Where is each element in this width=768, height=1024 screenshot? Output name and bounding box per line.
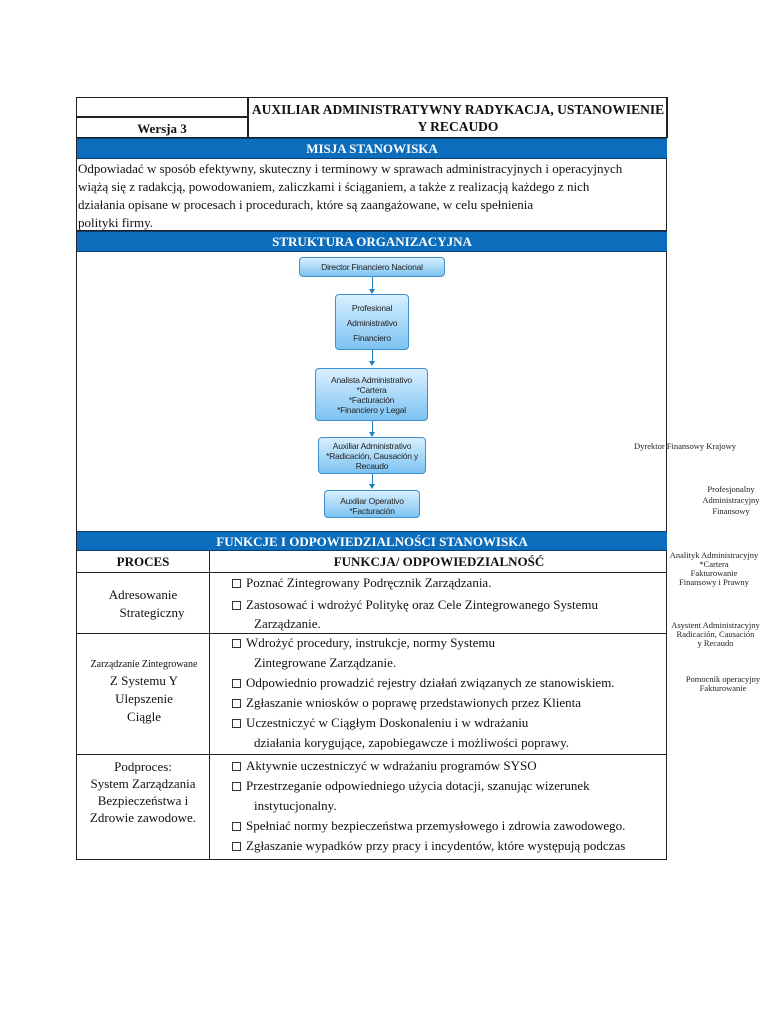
arrow-down-icon — [369, 361, 375, 366]
org-box-professional — [335, 294, 409, 350]
mission-heading: MISJA STANOWISKA — [77, 138, 667, 159]
item-text: Poznać Zintegrowany Podręcznik Zarządzania. — [246, 575, 492, 590]
list-item — [232, 595, 598, 615]
translation-label-auxiliary — [664, 621, 767, 648]
process-line: Z Systemu Y — [109, 673, 179, 688]
list-item — [232, 713, 615, 733]
org-box-line: *Radicación, Causación y — [325, 451, 419, 461]
org-box-line: Director Financiero Nacional — [321, 262, 423, 272]
org-box-line: Auxiliar Operativo — [340, 496, 404, 506]
item-continuation: Zintegrowane Zarządzanie. — [254, 655, 397, 670]
checkbox-bullet-icon — [232, 842, 241, 851]
org-box-line: Analista Administrativo — [331, 375, 412, 385]
item-text: Spełniać normy bezpieczeństwa przemysłowego i zdrowia zawodowego. — [246, 818, 626, 833]
org-box-director — [299, 257, 445, 277]
item-text: Uczestniczyć w Ciągłym Doskonaleniu i w wdrażaniu — [246, 715, 529, 730]
org-box-line: *Financiero y Legal — [337, 405, 406, 415]
mission-line: polityki firmy. — [78, 215, 153, 230]
table-row — [232, 756, 625, 856]
process-line: Strategiczny — [119, 605, 185, 620]
translation-line: Profesjonalny — [707, 484, 755, 494]
checkbox-bullet-icon — [232, 679, 241, 688]
translation-line: Finansowy — [712, 506, 750, 516]
item-text: Zgłaszanie wniosków o poprawę przedstawionych przez Klienta — [246, 695, 581, 710]
process-line: Ciągle — [127, 709, 161, 724]
list-item — [232, 693, 615, 713]
translation-line: *Cartera — [699, 559, 729, 569]
mission-text — [78, 160, 718, 232]
translation-line: Finansowy i Prawny — [679, 577, 749, 587]
process-line: Zarządzanie Zintegrowane — [90, 659, 198, 670]
mission-line: wiążą się z radakcją, powodowaniem, zaliczkami i ściąganiem, a także z realizacją każdego z nich — [78, 179, 590, 194]
checkbox-bullet-icon — [232, 579, 241, 588]
item-continuation: Zarządzanie. — [254, 616, 321, 631]
translation-label-director — [634, 442, 736, 451]
table-row — [232, 633, 615, 753]
checkbox-bullet-icon — [232, 762, 241, 771]
table-row — [232, 573, 598, 632]
column-header-function: FUNKCJA/ ODPOWIEDZIALNOŚĆ — [333, 554, 545, 569]
org-box-line: Auxiliar Administrativo — [332, 441, 412, 451]
checkbox-bullet-icon — [232, 639, 241, 648]
org-box-line: Administrativo — [346, 318, 398, 328]
list-item — [232, 633, 615, 653]
item-continuation: instytucjonalny. — [254, 798, 337, 813]
functions-heading: FUNKCJE I ODPOWIEDZIALNOŚCI STANOWISKA — [77, 531, 667, 551]
structure-heading: STRUKTURA ORGANIZACYJNA — [77, 231, 667, 252]
process-line: Adresowanie — [108, 587, 178, 602]
checkbox-bullet-icon — [232, 699, 241, 708]
item-text: Zgłaszanie wypadków przy pracy i incydentów, które występują podczas — [246, 838, 626, 853]
org-box-analyst — [315, 368, 428, 421]
item-continuation: działania korygujące, zapobiegawcze i możliwości poprawy. — [254, 735, 569, 750]
table-divider — [77, 754, 667, 755]
item-text: Odpowiednio prowadzić rejestry działań związanych ze stanowiskiem. — [246, 675, 615, 690]
translation-label-analyst — [662, 551, 766, 587]
org-box-operative — [324, 490, 420, 518]
translation-line: Dyrektor Finansowy Krajowy — [634, 441, 736, 451]
translation-label-professional — [696, 484, 766, 517]
checkbox-bullet-icon — [232, 782, 241, 791]
item-text: Zastosować i wdrożyć Politykę oraz Cele Zintegrowanego Systemu — [246, 597, 598, 612]
process-line: Zdrowie zawodowe. — [89, 810, 197, 825]
translation-label-operative — [678, 675, 768, 693]
org-box-line: *Facturación — [349, 506, 395, 516]
process-cell — [77, 758, 209, 826]
list-item — [232, 836, 625, 856]
list-item — [232, 756, 625, 776]
mission-line: Odpowiadać w sposób efektywny, skuteczny i terminowy w sprawach administracyjnych i operacyjnych — [78, 161, 623, 176]
translation-line: Asystent Administracyjny — [671, 620, 760, 630]
job-title — [248, 97, 668, 138]
org-box-line: Financiero — [353, 333, 391, 343]
list-item — [232, 776, 625, 796]
checkbox-bullet-icon — [232, 822, 241, 831]
list-item — [232, 673, 615, 693]
arrow-down-icon — [369, 484, 375, 489]
translation-line: Pomocnik operacyjny — [685, 674, 761, 684]
org-box-line: *Facturación — [348, 395, 395, 405]
checkbox-bullet-icon — [232, 719, 241, 728]
org-box-line: Recaudo — [355, 461, 389, 471]
process-line: Podproces: — [114, 759, 172, 774]
org-box-line: Profesional — [351, 303, 393, 313]
translation-line: Analityk Administracyjny — [669, 550, 759, 560]
process-line: Bezpieczeństwa i — [97, 793, 189, 808]
column-header-process: PROCES — [116, 554, 170, 569]
translation-line: y Recaudo — [697, 638, 734, 648]
item-text: Wdrożyć procedury, instrukcje, normy Systemu — [246, 635, 495, 650]
item-text: Aktywnie uczestniczyć w wdrażaniu programów SYSO — [246, 758, 537, 773]
process-line: Ulepszenie — [115, 691, 173, 706]
job-title-line-2: Y RECAUDO — [417, 119, 499, 134]
translation-line: Fakturowanie — [690, 568, 738, 578]
process-line: System Zarządzania — [90, 776, 196, 791]
org-box-line: *Cartera — [356, 385, 387, 395]
process-cell — [77, 658, 211, 726]
header-empty-cell — [76, 97, 248, 117]
translation-line: Radicación, Causación — [676, 629, 755, 639]
version-label: Wersja 3 — [76, 117, 248, 138]
translation-line: Administracyjny — [702, 495, 760, 505]
list-item — [232, 573, 598, 593]
item-text: Przestrzeganie odpowiedniego użycia dotacji, szanując wizerunek — [246, 778, 590, 793]
translation-line: Fakturowanie — [699, 683, 747, 693]
list-item — [232, 816, 625, 836]
process-cell — [77, 586, 209, 622]
job-title-line-1: AUXILIAR ADMINISTRATYWNY RADYKACJA, USTANOWIENIE — [251, 102, 665, 117]
mission-line: działania opisane w procesach i procedurach, które są zaangażowane, w celu spełnienia — [78, 197, 534, 212]
checkbox-bullet-icon — [232, 601, 241, 610]
org-box-auxiliary — [318, 437, 426, 474]
